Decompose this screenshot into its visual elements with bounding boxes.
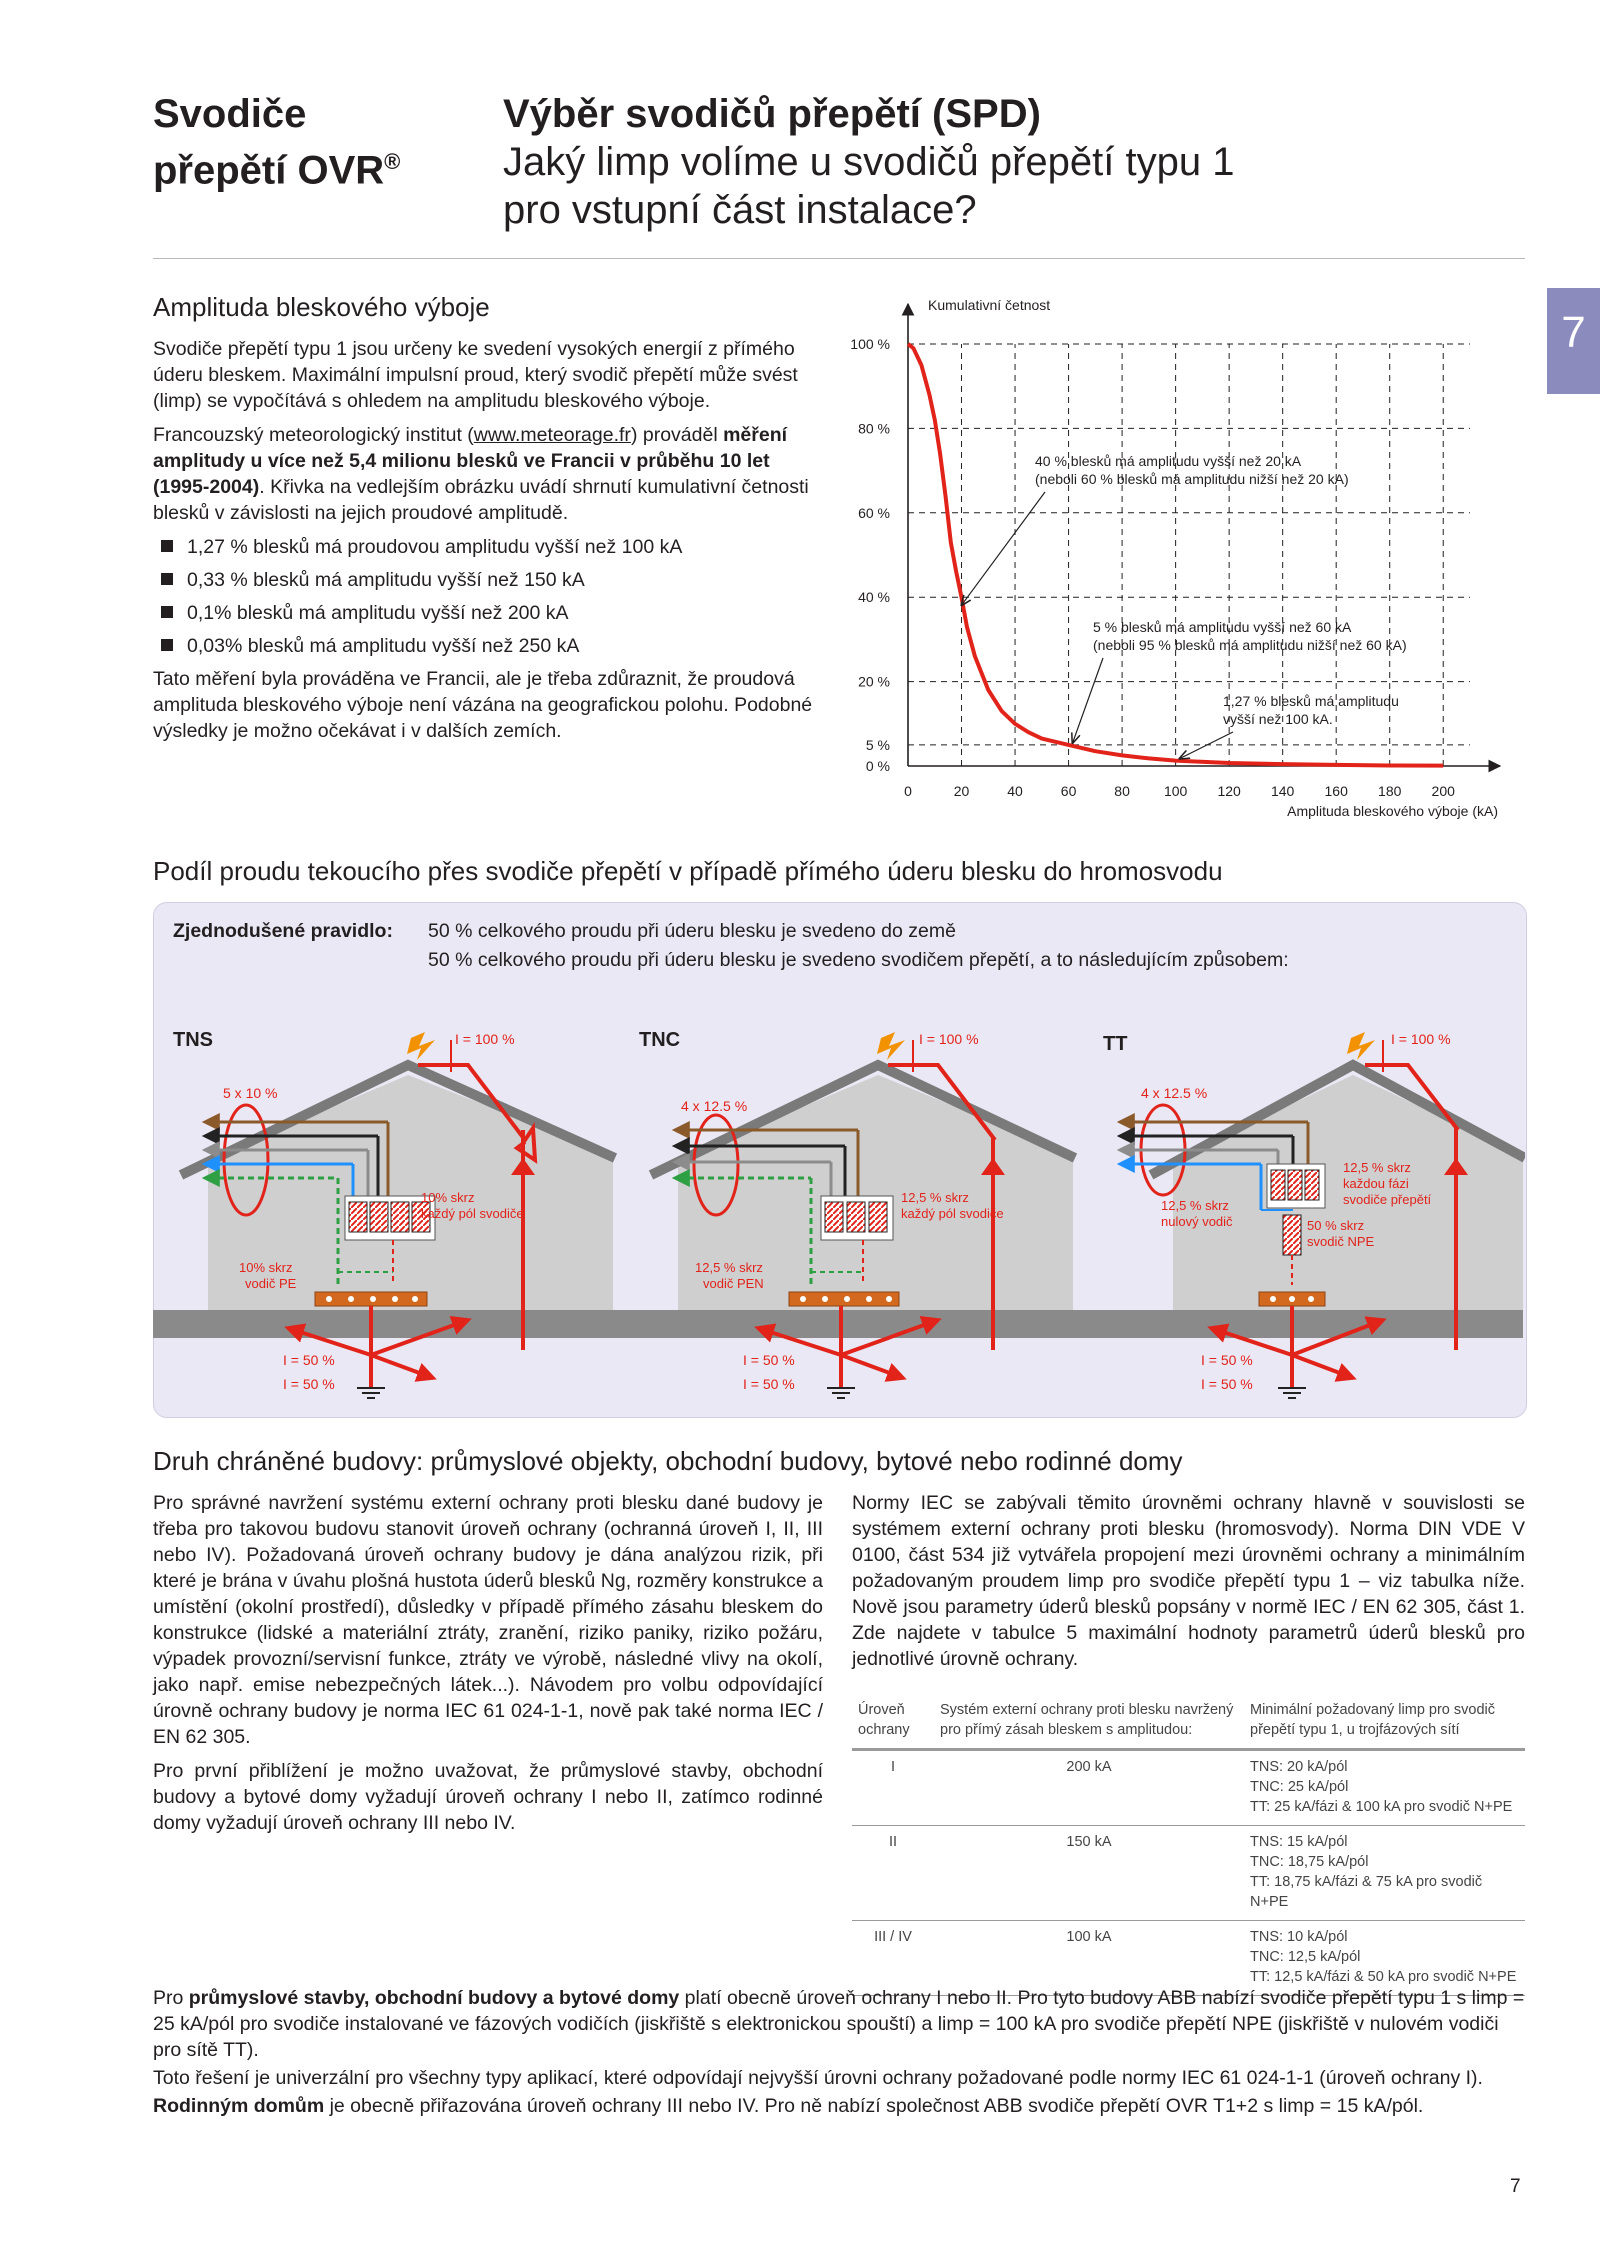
phase-label: svodiče přepětí <box>1343 1192 1432 1207</box>
annotation-text: (neboli 60 % blesků má amplitudu nižší než 20 kA) <box>1035 471 1349 487</box>
strike-label: I = 100 % <box>919 1031 979 1047</box>
column-header: Úroveň ochrany <box>852 1696 934 1750</box>
brand-title <box>153 90 400 194</box>
annotation-text: (neboli 95 % blesků má amplitudu nižší než 60 kA) <box>1093 637 1407 653</box>
strike-label: I = 100 % <box>455 1031 515 1047</box>
x-tick-label: 100 <box>1163 783 1188 799</box>
diagram-name: TNS <box>173 1029 213 1051</box>
conclusion-paragraph-3: Rodinným domům je obecně přiřazována úroveň ochrany III nebo IV. Pro ně nabízí společnost ABB svodiče přepětí OVR T1+2 s limp = 15 kA/pól. <box>153 2095 1424 2117</box>
strike-label: I = 100 % <box>1391 1031 1451 1047</box>
pe-label: vodič PE <box>245 1276 297 1291</box>
amplitude-paragraph-3: Tato měření byla prováděna ve Francii, ale je třeba zdůraznit, že proudová amplituda bleskového výboje není vázána na geografickou polohu. Podobné výsledky je možno očekávat i v dalších zemích. <box>153 668 813 742</box>
ground-current-label: I = 50 % <box>1201 1376 1253 1392</box>
brand-line-2: přepětí OVR <box>153 148 385 193</box>
x-tick-label: 40 <box>1007 783 1023 799</box>
y-tick-label: 5 % <box>865 736 890 753</box>
ground-current-label: I = 50 % <box>283 1352 335 1368</box>
annotation-text: vyšší než 100 kA. <box>1223 711 1333 727</box>
rule-line-1: 50 % celkového proudu při úderu blesku je svedeno do země <box>428 920 956 942</box>
annotation-pointer <box>1073 658 1103 743</box>
chapter-tab: 7 <box>1547 288 1600 394</box>
ground-strip <box>153 1310 623 1338</box>
diagram-name: TT <box>1103 1033 1128 1055</box>
y-tick-label: 60 % <box>858 504 890 521</box>
building-paragraph-1: Pro správné navržení systému externí ochrany proti blesku dané budovy je třeba pro takovou budovu stanovit úroveň ochrany (ochranná úroveň I, II, III nebo IV). Požadovaná úroveň ochrany budovy je dána analýzou rizik, při které je brána v úvahu plošná hustota úderů blesků Ng, rozměry konstrukce a umístění (okolní prostředí), důsledky v případě přímého zásahu bleskem do konstrukce (lidské a materiální ztráty, zranění, riziko paniky, riziko požáru, výpadek provozní/servisní funkce, ztráty ve výrobě, následné vlivy na okolí, jako např. emise nebezpečných látek...). Návodem pro volbu odpovídající úrovně ochrany budovy je norma IEC 61 024-1-1, nově pak také norma IEC / EN 62 305. <box>153 1492 823 1748</box>
min-limp-cell: TNS: 10 kA/pól TNC: 12,5 kA/pól TT: 12,5 kA/fázi & 50 kA pro svodič N+PE <box>1244 1921 1525 1996</box>
amplitude-cell: 200 kA <box>934 1750 1244 1826</box>
building-right-column <box>852 1490 1525 1680</box>
x-tick-label: 60 <box>1060 783 1077 799</box>
conductor-count: 5 x 10 % <box>223 1085 278 1101</box>
x-tick-label: 200 <box>1431 783 1455 799</box>
lightning-icon <box>407 1032 435 1060</box>
bullet-item: 0,03% blesků má amplitudu vyšší než 250 kA <box>153 633 825 659</box>
x-tick-label: 0 <box>904 783 912 799</box>
rule-line-2: 50 % celkového proudu při úderu blesku je svedeno svodičem přepětí, a to následujícím způsobem: <box>428 949 1289 971</box>
rule-label: Zjednodušené pravidlo: <box>173 920 393 942</box>
section-heading-building-type: Druh chráněné budovy: průmyslové objekty, obchodní budovy, bytové nebo rodinné domy <box>153 1446 1183 1476</box>
y-tick-label: 100 % <box>850 336 890 352</box>
building-left-column <box>153 1490 823 1844</box>
npe-label: svodič NPE <box>1307 1234 1375 1249</box>
diagram-tns <box>153 1029 623 1398</box>
title-line-2: Jaký limp volíme u svodičů přepětí typu 1 <box>503 140 1235 184</box>
protection-level-table <box>852 1696 1525 1996</box>
conductor-count: 4 x 12.5 % <box>681 1098 748 1114</box>
ground-current-label: I = 50 % <box>1201 1352 1253 1368</box>
x-tick-label: 160 <box>1324 783 1348 799</box>
amplitude-bullet-list <box>153 534 825 659</box>
amplitude-paragraph-2: Francouzský meteorologický institut (www.meteorage.fr) prováděl měření amplitudy u více než 5,4 milionu blesků ve Francii v průběhu 10 let (1995-2004). Křivka na vedlejším obrázku uvádí shrnutí kumulativní četnosti blesků v závislosti na jejich proudové amplitudě. <box>153 424 809 524</box>
annotation-pointer <box>962 492 1045 605</box>
registered-mark: ® <box>384 149 401 174</box>
bullet-item: 1,27 % blesků má proudovou amplitudu vyšší než 100 kA <box>153 534 825 560</box>
title-line-3: pro vstupní část instalace? <box>503 188 977 232</box>
min-limp-cell: TNS: 20 kA/pól TNC: 25 kA/pól TT: 25 kA/fázi & 100 kA pro svodič N+PE <box>1244 1750 1525 1826</box>
ground-current-label: I = 50 % <box>283 1376 335 1392</box>
table-header-row <box>852 1696 1525 1750</box>
table-row <box>852 1750 1525 1826</box>
chart-x-axis-label: Amplituda bleskového výboje (kA) <box>1287 803 1498 819</box>
phase-label: 12,5 % skrz <box>1343 1160 1411 1175</box>
title-bold: Výběr svodičů přepětí (SPD) <box>503 92 1041 136</box>
measurement-bold: měření amplitudy u více než 5,4 milionu blesků ve Francii v průběhu 10 let (1995-2004) <box>153 424 788 498</box>
diagram-tnc <box>623 1029 1083 1398</box>
level-cell: III / IV <box>852 1921 934 1996</box>
conductor-count: 4 x 12.5 % <box>1141 1085 1208 1101</box>
y-tick-label: 80 % <box>858 420 890 437</box>
y-tick-label: 20 % <box>858 673 890 690</box>
chart-y-axis-label: Kumulativní četnost <box>928 297 1051 313</box>
column-header: Systém externí ochrany proti blesku navržený pro přímý zásah bleskem s amplitudou: <box>934 1696 1244 1750</box>
annotation-text: 1,27 % blesků má amplitudu <box>1223 693 1399 709</box>
diagram-name: TNC <box>639 1029 681 1051</box>
ground-current-label: I = 50 % <box>743 1352 795 1368</box>
neutral-label: nulový vodič <box>1161 1214 1233 1229</box>
npe-spd <box>1283 1215 1301 1255</box>
spd-current-diagrams <box>153 1010 1525 1410</box>
phase-label: každou fázi <box>1343 1176 1409 1191</box>
section-heading-amplitude: Amplituda bleskového výboje <box>153 292 490 322</box>
brand-line-1: Svodiče <box>153 92 307 136</box>
x-tick-label: 140 <box>1270 783 1295 799</box>
iec-paragraph: Normy IEC se zabývali těmito úrovněmi ochrany hlavně v souvislosti se systémem externí ochrany proti blesku (hromosvody). Norma DIN VDE V 0100, část 534 již vytvářela propojení mezi úrovněmi ochrany a minimálním požadovaným proudem limp pro svodiče přepětí typu 1 – viz tabulka níže. Nově jsou parametry úderů blesků popsány v normě IEC / EN 62 305, část 1. Zde najdete v tabulce 5 maximální hodnoty parametrů úderů blesků pro jednotlivé úrovně ochrany. <box>852 1492 1525 1670</box>
annotation-text: 40 % blesků má amplitudu vyšší než 20 kA <box>1035 453 1302 469</box>
amplitude-cell: 100 kA <box>934 1921 1244 1996</box>
spd-label: 10% skrz <box>421 1190 475 1205</box>
spd-label: každý pól svodiče <box>901 1206 1004 1221</box>
diagram-tt <box>1083 1031 1525 1398</box>
y-tick-label: 0 % <box>865 758 890 774</box>
spd-label: 12,5 % skrz <box>901 1190 969 1205</box>
bullet-item: 0,33 % blesků má amplitudu vyšší než 150 kA <box>153 567 825 593</box>
conclusion-text <box>153 1985 1525 2127</box>
building-paragraph-2: Pro první přiblížení je možno uvažovat, že průmyslové stavby, obchodní budovy a bytové domy vyžadují úroveň ochrany I nebo II, zatímco rodinné domy vyžadují úroveň ochrany III nebo IV. <box>153 1760 823 1834</box>
level-cell: II <box>852 1826 934 1921</box>
lightning-icon <box>877 1032 905 1060</box>
min-limp-cell: TNS: 15 kA/pól TNC: 18,75 kA/pól TT: 18,75 kA/fázi & 75 kA pro svodič N+PE <box>1244 1826 1525 1921</box>
column-header: Minimální požadovaný limp pro svodič přepětí typu 1, u trojfázových sítí <box>1244 1696 1525 1750</box>
x-tick-label: 180 <box>1378 783 1402 799</box>
x-tick-label: 80 <box>1114 783 1130 799</box>
spd-label: každý pól svodiče <box>421 1206 524 1221</box>
section-heading-current-share: Podíl proudu tekoucího přes svodiče přepětí v případě přímého úderu blesku do hromosvodu <box>153 856 1223 886</box>
neutral-label: 12,5 % skrz <box>1161 1198 1229 1213</box>
bullet-item: 0,1% blesků má amplitudu vyšší než 200 kA <box>153 600 825 626</box>
annotation-text: 5 % blesků má amplitudu vyšší než 60 kA <box>1093 619 1352 635</box>
conclusion-paragraph-1: Pro průmyslové stavby, obchodní budovy a bytové domy platí obecně úroveň ochrany I nebo II. Pro tyto budovy ABB nabízí svodiče přepětí typu 1 s limp = 25 kA/pól pro svodiče instalované ve fázových vodičích (jiskřiště s elektronickou spouští) a limp = 100 kA pro svodiče přepětí NPE (jiskřiště v nulovém vodiči pro sítě TT). <box>153 1987 1525 2061</box>
ground-current-label: I = 50 % <box>743 1376 795 1392</box>
level-cell: I <box>852 1750 934 1826</box>
x-tick-label: 20 <box>953 783 970 799</box>
meteorage-link[interactable]: www.meteorage.fr <box>473 424 631 446</box>
page-number: 7 <box>1510 2176 1521 2197</box>
pen-label: 12,5 % skrz <box>695 1260 763 1275</box>
y-tick-label: 40 % <box>858 589 890 606</box>
page-title <box>503 90 1234 234</box>
spd-block <box>821 1196 893 1240</box>
cumulative-frequency-chart <box>830 290 1530 830</box>
amplitude-paragraph-1: Svodiče přepětí typu 1 jsou určeny ke svedení vysokých energií z přímého úderu bleskem. Maximální impulsní proud, který svodič přepětí může svést (limp) se vypočítává s ohledem na amplitudu bleskového výboje. <box>153 338 798 412</box>
lightning-icon <box>1347 1032 1375 1060</box>
header-divider <box>153 258 1525 259</box>
conclusion-paragraph-2: Toto řešení je univerzální pro všechny typy aplikací, které odpovídají nejvyšší úrovni ochrany požadované podle normy IEC 61 024-1-1 (úroveň ochrany I). <box>153 2067 1483 2089</box>
section-amplitude-text <box>153 336 825 752</box>
x-tick-label: 120 <box>1217 783 1241 799</box>
table-row <box>852 1826 1525 1921</box>
pen-label: vodič PEN <box>703 1276 764 1291</box>
npe-label: 50 % skrz <box>1307 1218 1365 1233</box>
ground-strip <box>623 1310 1083 1338</box>
amplitude-cell: 150 kA <box>934 1826 1244 1921</box>
pe-label: 10% skrz <box>239 1260 293 1275</box>
